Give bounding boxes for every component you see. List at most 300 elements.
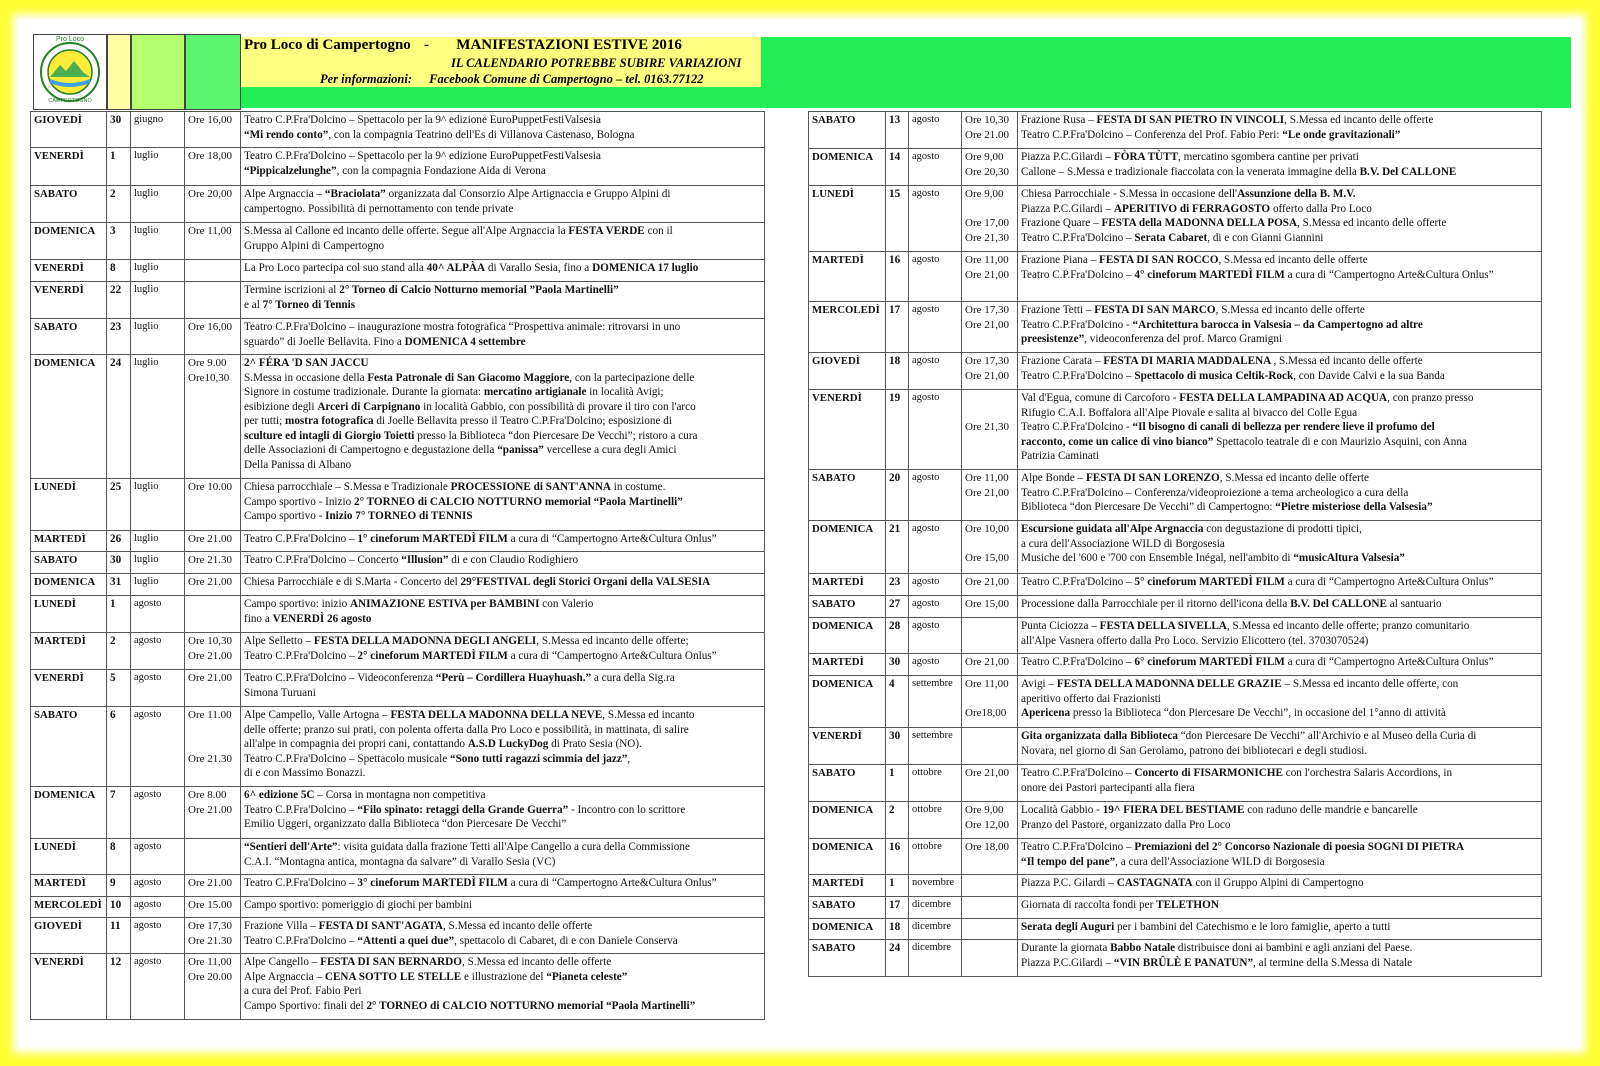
description-line	[1021, 420, 1538, 435]
event-weekday: MARTEDÌ	[31, 531, 107, 552]
event-row	[809, 574, 1542, 596]
event-description	[1018, 112, 1542, 149]
event-day-number: 1	[886, 875, 909, 897]
description-line	[1021, 766, 1538, 781]
description-line	[244, 898, 761, 913]
text-run: , S.Messa ed incanto delle offerte	[1218, 254, 1368, 266]
event-month: agosto	[909, 390, 962, 470]
text-run: Frazione Carata –	[1021, 355, 1104, 367]
text-run: Teatro C.P.Fra'Dolcino – Concerto	[244, 554, 402, 566]
text-run: Teatro C.P.Fra'Dolcino – inaugurazione mostra fotografica “Prospettiva animale: ritrovarsi in uno	[244, 321, 681, 333]
event-description	[1018, 596, 1542, 618]
text-run: Frazione Villa –	[244, 920, 319, 932]
text-run: Frazione Rusa –	[1021, 114, 1097, 126]
highlight-text: FÒRA TÙTT	[1113, 151, 1179, 163]
event-month: agosto	[909, 186, 962, 252]
highlight-text: “Filo spinato: retaggi della Grande Guerra”	[357, 803, 569, 816]
text-run: Patrizia Caminati	[1021, 450, 1099, 462]
event-weekday: MERCOLEDÌ	[31, 897, 107, 918]
text-run: e al	[244, 298, 263, 311]
title-separator: -	[424, 37, 430, 53]
event-times	[962, 574, 1018, 596]
text-run: Teatro C.P.Fra'Dolcino –	[244, 649, 358, 662]
description-line	[1021, 803, 1538, 818]
event-month: settembre	[909, 676, 962, 728]
highlight-text: “Pianeta celeste”	[546, 970, 628, 983]
event-row	[31, 839, 765, 875]
event-description	[241, 112, 765, 148]
highlight-text: 2^ FÉRA 'D SAN JACCU	[244, 357, 369, 369]
highlight-text: “VIN BRÛLÈ E PANATUN”	[1113, 956, 1254, 969]
text-run: offerto dalla Pro Loco	[1270, 202, 1372, 215]
text-run: Val d'Egua, comune di Carcoforo -	[1021, 392, 1180, 404]
event-month: ottobre	[909, 802, 962, 839]
description-line	[244, 532, 761, 547]
event-row	[31, 954, 765, 1020]
text-run: Pranzo del Pastore, organizzato dalla Pro Loco	[1021, 818, 1231, 831]
event-times	[185, 531, 241, 552]
text-run: , a cura dell'Associazione WILD di Borgosesia	[1115, 855, 1325, 868]
description-line	[244, 335, 761, 350]
event-row	[809, 875, 1542, 897]
description-line	[1021, 253, 1538, 268]
event-day-number: 30	[886, 654, 909, 676]
event-weekday: DOMENICA	[809, 802, 886, 839]
event-times	[185, 148, 241, 186]
event-row	[809, 302, 1542, 353]
text-run: Piazza P.C.Gilardi –	[1021, 151, 1114, 163]
description-line	[1021, 268, 1538, 283]
event-row	[809, 940, 1542, 977]
event-day-number: 2	[107, 186, 131, 223]
event-times	[962, 302, 1018, 353]
highlight-text: CASTAGNATA	[1116, 877, 1193, 889]
description-line	[244, 414, 761, 429]
event-time: Ore 21,00	[965, 369, 1009, 382]
text-run: a cura di “Campertogno Arte&Cultura Onlus”	[507, 877, 717, 889]
event-row	[809, 919, 1542, 940]
event-description	[1018, 574, 1542, 596]
event-row	[809, 112, 1542, 149]
event-description	[241, 596, 765, 633]
text-run: onore dei Pastori partecipanti alla fiera	[1021, 781, 1195, 794]
text-run: – Corsa in montagna non competitiva	[314, 789, 486, 801]
event-weekday: GIOVEDÌ	[31, 918, 107, 954]
text-run: di Prato Sesia (NO).	[548, 738, 642, 750]
description-line	[244, 575, 761, 590]
event-row	[31, 479, 765, 531]
event-row	[809, 728, 1542, 765]
event-description	[241, 319, 765, 355]
description-line	[1021, 818, 1538, 833]
event-description	[1018, 802, 1542, 839]
text-run: Alpe Cangello –	[244, 956, 321, 968]
description-line	[244, 385, 761, 400]
description-line	[1021, 677, 1538, 692]
event-times	[185, 918, 241, 954]
description-line	[244, 509, 761, 524]
highlight-text: FESTA DI SAN MARCO	[1094, 304, 1216, 316]
event-month: agosto	[909, 596, 962, 618]
text-run: Teatro C.P.Fra'Dolcino – Videoconferenza	[244, 672, 436, 684]
event-description	[1018, 676, 1542, 728]
text-run: a cura di “Campertogno Arte&Cultura Onlus”	[1284, 576, 1494, 588]
highlight-text: Concerto di FISARMONICHE	[1134, 767, 1283, 779]
event-row	[31, 112, 765, 148]
event-month: dicembre	[909, 940, 962, 977]
highlight-text: 29°FESTIVAL degli Storici Organi della VALSESIA	[460, 576, 711, 588]
events-table-left	[30, 111, 765, 1020]
text-run: - Incontro con lo scrittore	[568, 803, 686, 816]
highlight-text: “Il tempo del pane”	[1021, 855, 1116, 868]
event-time: Ore 10,30	[965, 114, 1009, 126]
event-day-number: 16	[886, 252, 909, 302]
text-run: presso la Biblioteca “don Piercesare De Vecchi”; ristoro a cura	[414, 429, 698, 442]
highlight-text: FESTA DELLA LAMPADINA AD ACQUA	[1179, 392, 1388, 404]
event-month: luglio	[131, 355, 185, 479]
text-run: Processione dalla Parrocchiale per il ritorno dell'icona della	[1021, 598, 1291, 610]
event-day-number: 11	[107, 918, 131, 954]
text-run: Teatro C.P.Fra'Dolcino –	[1021, 268, 1135, 281]
text-run: Campo Sportivo: finali del	[244, 999, 367, 1012]
text-run: a cura di “Campertogno Arte&Cultura Onlus”	[1284, 656, 1494, 668]
event-weekday: VENERDÌ	[809, 390, 886, 470]
text-run: , con la partecipazione delle	[569, 371, 695, 384]
text-run: a cura del Prof. Fabio Peri	[244, 985, 362, 997]
event-day-number: 14	[886, 149, 909, 186]
description-line	[1021, 876, 1538, 891]
text-run: Località Gabbio -	[1021, 804, 1103, 816]
highlight-text: CENA SOTTO LE STELLE	[324, 970, 462, 983]
event-description	[241, 954, 765, 1020]
description-line	[1021, 597, 1538, 612]
event-month: agosto	[131, 839, 185, 875]
event-time: Ore 16,00	[188, 321, 232, 333]
event-description	[1018, 839, 1542, 875]
description-line	[1021, 113, 1538, 128]
text-run: “don Piercesare De Vecchi” all'Archivio e al Museo della Curia di	[1177, 730, 1477, 742]
event-time: Ore 9.00	[188, 357, 227, 369]
event-description	[241, 787, 765, 839]
event-month: giugno	[131, 112, 185, 148]
text-run: a cura di “Campertogno Arte&Cultura Onlus”	[507, 533, 717, 545]
description-line	[1021, 655, 1538, 670]
text-run: aperitivo offerto dai Frazionisti	[1021, 692, 1161, 705]
event-time: Ore 21,00	[965, 486, 1009, 499]
event-description	[241, 282, 765, 319]
event-weekday: LUNEDÌ	[31, 596, 107, 633]
event-times	[185, 897, 241, 918]
event-day-number: 26	[107, 531, 131, 552]
event-day-number: 20	[886, 470, 909, 521]
text-run: Chiesa Parrocchiale e di S.Marta - Concerto del	[244, 576, 461, 588]
text-run: con degustazione di prodotti tipici,	[1203, 523, 1362, 535]
description-line	[1021, 898, 1538, 913]
event-month: dicembre	[909, 897, 962, 919]
text-run: e illustrazione del	[461, 970, 547, 983]
highlight-text: 1° cineforum MARTEDÌ FILM	[357, 533, 508, 545]
event-time: Ore 10.00	[188, 481, 232, 493]
description-line	[1021, 332, 1538, 347]
description-line	[244, 298, 761, 313]
text-run: Teatro C.P.Fra'Dolcino -	[1021, 421, 1133, 433]
event-time: Ore18,00	[965, 707, 1007, 719]
event-month: agosto	[131, 875, 185, 897]
event-times	[185, 633, 241, 670]
highlight-text: 4° cineforum MARTEDÌ FILM	[1134, 268, 1285, 281]
event-row	[31, 531, 765, 552]
event-row	[809, 839, 1542, 875]
org-name: Pro Loco di Campertogno	[244, 37, 411, 53]
highlight-text: preesistenze”	[1021, 333, 1085, 345]
text-run: delle offerte; pranzo sui prati, con polenta offerta dalla Pro Loco e possibilità, in mattinata, di salire	[244, 723, 689, 736]
event-time: Ore 17,30	[188, 920, 232, 932]
event-time: Ore 21.30	[188, 554, 232, 566]
event-row	[31, 918, 765, 954]
events-table-right	[808, 111, 1542, 977]
event-description	[241, 897, 765, 918]
highlight-text: 40^ ALPÀA	[426, 262, 486, 274]
description-line	[244, 429, 761, 444]
highlight-text: B.V. Del CALLONE	[1290, 598, 1387, 610]
text-run: Campo sportivo: pomeriggio di giochi per bambini	[244, 899, 473, 911]
text-run: di Joelle Bellavita presso il Teatro C.P.Fra'Dolcino; esposizione di	[373, 415, 672, 427]
text-run: Teatro C.P.Fra'Dolcino –	[244, 934, 358, 947]
highlight-text: racconto, come un calice di vino bianco”	[1021, 435, 1214, 448]
event-day-number: 30	[886, 728, 909, 765]
event-time: Ore 17,00	[965, 217, 1009, 229]
text-run: , S.Messa ed incanto delle offerte	[461, 956, 612, 968]
event-month: luglio	[131, 223, 185, 260]
event-weekday: VENERDÌ	[31, 282, 107, 319]
event-weekday: MARTEDÌ	[809, 252, 886, 302]
text-run: Gruppo Alpini di Campertogno	[244, 239, 385, 252]
event-description	[241, 633, 765, 670]
event-time: Ore 17,30	[965, 355, 1009, 367]
text-run: , videoconferenza del prof. Marco Gramigni	[1084, 333, 1283, 345]
event-weekday: DOMENICA	[809, 149, 886, 186]
text-run: , di e con Gianni Giannini	[1207, 231, 1324, 244]
event-day-number: 10	[107, 897, 131, 918]
event-day-number: 31	[107, 574, 131, 596]
event-month: agosto	[909, 618, 962, 654]
text-run: all'Alpe Vasnera offerto dalla Pro Loco. Servizio Elicottero (tel. 3703070524)	[1021, 634, 1369, 647]
highlight-text: 6^ edizione 5C	[244, 789, 315, 801]
event-day-number: 13	[886, 112, 909, 149]
event-times	[962, 765, 1018, 802]
event-month: agosto	[909, 149, 962, 186]
description-line	[1021, 729, 1538, 744]
description-line	[244, 495, 761, 510]
event-row	[809, 596, 1542, 618]
event-day-number: 6	[107, 707, 131, 787]
event-day-number: 18	[886, 919, 909, 940]
logo-text-top: Pro Loco	[55, 36, 85, 43]
highlight-text: 2° TORNEO di CALCIO NOTTURNO memorial “Paola Martinelli”	[366, 999, 696, 1012]
event-weekday: GIOVEDÌ	[31, 112, 107, 148]
text-run: : visita guidata dalla frazione Tetti all'Alpe Cangello a cura della Commissione	[337, 841, 690, 853]
event-month: luglio	[131, 260, 185, 282]
event-description	[241, 355, 765, 479]
event-time: Ore 20,00	[188, 188, 232, 200]
text-run: C.A.I. “Montagna antica, montagna da salvare” di Varallo Sesia (VC)	[244, 855, 556, 868]
event-time	[965, 898, 1014, 913]
event-description	[1018, 470, 1542, 521]
event-times	[185, 787, 241, 839]
text-run: di e con Massimo Bonazzi.	[244, 767, 366, 779]
text-run: Teatro C.P.Fra'Dolcino -	[1021, 318, 1133, 331]
event-description	[1018, 186, 1542, 252]
event-description	[1018, 302, 1542, 353]
event-description	[1018, 919, 1542, 940]
text-run: Rifugio C.A.I. Boffalora all'Alpe Piovale e salita al bivacco del Colle Egua	[1021, 406, 1358, 419]
text-run: La Pro Loco partecipa col suo stand alla	[244, 262, 427, 274]
description-line	[1021, 435, 1538, 450]
description-line	[1021, 619, 1538, 634]
text-run: a cura di “Campertogno Arte&Cultura Onlus”	[1284, 268, 1494, 281]
event-row	[809, 802, 1542, 839]
description-line	[244, 984, 761, 999]
event-day-number: 17	[886, 897, 909, 919]
highlight-text: FESTA VERDE	[568, 225, 645, 237]
highlight-text: 2° cineforum MARTEDÌ FILM	[357, 649, 508, 662]
event-month: luglio	[131, 531, 185, 552]
event-description	[1018, 149, 1542, 186]
event-row	[31, 186, 765, 223]
text-run: a cura di “Campertogno Arte&Cultura Onlus”	[507, 649, 717, 662]
text-run: Alpe Argnaccia –	[244, 970, 325, 983]
text-run: esibizione degli	[244, 400, 318, 413]
text-run: , al termine della S.Messa di Natale	[1253, 956, 1413, 969]
event-day-number: 4	[886, 676, 909, 728]
event-month: agosto	[131, 954, 185, 1020]
highlight-text: Serata degli Auguri	[1021, 921, 1115, 933]
description-line	[1021, 855, 1538, 870]
event-row	[809, 353, 1542, 390]
text-run: organizzata dal Consorzio Alpe Artignaccia e Gruppo Alpini di	[385, 188, 671, 200]
event-time	[965, 619, 1014, 634]
event-times	[962, 618, 1018, 654]
text-run: di e con Claudio Rodighiero	[448, 554, 579, 566]
event-times	[962, 839, 1018, 875]
event-day-number: 30	[107, 552, 131, 574]
description-line	[244, 553, 761, 568]
text-run: Piazza P.C. Gilardi –	[1021, 877, 1117, 889]
highlight-text: Serata Cabaret	[1134, 231, 1208, 244]
event-month: luglio	[131, 479, 185, 531]
description-line	[244, 443, 761, 458]
highlight-text: APERITIVO di FERRAGOSTO	[1113, 202, 1271, 215]
event-time: Ore 17,30	[965, 304, 1009, 316]
event-row	[809, 252, 1542, 302]
description-line	[244, 202, 761, 217]
event-day-number: 25	[107, 479, 131, 531]
description-line	[244, 840, 761, 855]
highlight-text: “Perù – Cordillera Huayhuash.”	[435, 672, 592, 684]
text-run: , con Davide Calvi e la sua Banda	[1293, 369, 1445, 382]
event-times	[962, 186, 1018, 252]
text-run: Teatro C.P.Fra'Dolcino –	[1021, 369, 1135, 382]
description-line	[1021, 706, 1538, 721]
event-weekday: LUNEDÌ	[31, 839, 107, 875]
event-description	[241, 875, 765, 897]
event-times	[962, 112, 1018, 149]
event-time: Ore 21.30	[188, 934, 232, 947]
text-run: , con la compagnia Fondazione Aida di Verona	[336, 164, 546, 177]
event-time	[188, 261, 237, 276]
highlight-text: 6° cineforum MARTEDÌ FILM	[1134, 656, 1285, 668]
event-weekday: MARTEDÌ	[809, 875, 886, 897]
event-day-number: 23	[886, 574, 909, 596]
event-times	[962, 676, 1018, 728]
event-row	[31, 897, 765, 918]
text-run: con raduno delle mandrie e bancarelle	[1244, 804, 1418, 816]
description-line	[244, 458, 761, 473]
event-weekday: SABATO	[31, 552, 107, 574]
event-time: Ore 21,30	[965, 231, 1009, 244]
event-month: settembre	[909, 728, 962, 765]
description-line	[1021, 500, 1538, 515]
event-weekday: SABATO	[809, 596, 886, 618]
event-weekday: DOMENICA	[31, 574, 107, 596]
event-description	[241, 574, 765, 596]
text-run: , con pranzo presso	[1387, 392, 1474, 404]
event-day-number: 7	[107, 787, 131, 839]
text-run: Alpe Bonde –	[1021, 472, 1086, 484]
pro-loco-logo	[33, 34, 107, 110]
event-time	[965, 692, 1014, 707]
event-weekday: DOMENICA	[809, 618, 886, 654]
description-line	[1021, 303, 1538, 318]
description-line	[244, 164, 761, 179]
text-run: Punta Ciciozza –	[1021, 620, 1100, 632]
event-time: Ore 21.00	[188, 672, 232, 684]
event-time	[188, 283, 237, 298]
highlight-text: 3° cineforum MARTEDÌ FILM	[357, 877, 508, 889]
event-weekday: DOMENICA	[31, 355, 107, 479]
event-row	[31, 148, 765, 186]
event-time: Ore 21.00	[188, 533, 232, 545]
event-times	[962, 802, 1018, 839]
text-run: Teatro C.P.Fra'Dolcino – Spettacolo per la 9^ edizione EuroPuppetFestiValsesia	[244, 114, 601, 126]
event-month: luglio	[131, 552, 185, 574]
event-description	[1018, 897, 1542, 919]
event-row	[31, 787, 765, 839]
text-run: Teatro C.P.Fra'Dolcino – Conferenza/videoproiezione a tema archeologico a cura della	[1021, 486, 1409, 499]
text-run: Frazione Piana –	[1021, 254, 1099, 266]
description-line	[1021, 216, 1538, 231]
event-month: agosto	[909, 112, 962, 149]
highlight-text: Babbo Natale	[1110, 942, 1176, 954]
event-month: ottobre	[909, 839, 962, 875]
description-line	[1021, 537, 1538, 552]
event-time	[965, 391, 1014, 406]
logo-text-bottom: CAMPERTOGNO	[48, 98, 92, 104]
text-run: Teatro C.P.Fra'Dolcino –	[244, 877, 358, 889]
text-run: distribuisce doni ai bambini e agli anziani del Paese.	[1175, 942, 1413, 954]
text-run: S.Messa al Callone ed incanto delle offerte. Segue all'Alpe Argnaccia la	[244, 225, 569, 237]
text-run: , S.Messa ed incanto delle offerte	[1273, 355, 1423, 367]
event-month: luglio	[131, 574, 185, 596]
event-time: Ore 21,00	[965, 656, 1009, 668]
event-day-number: 1	[107, 148, 131, 186]
event-month: novembre	[909, 875, 962, 897]
event-description	[241, 670, 765, 707]
text-run: Avigi –	[1021, 678, 1057, 690]
highlight-text: “Sentieri dell'Arte”	[244, 841, 338, 853]
description-line	[1021, 449, 1538, 464]
event-row	[31, 574, 765, 596]
